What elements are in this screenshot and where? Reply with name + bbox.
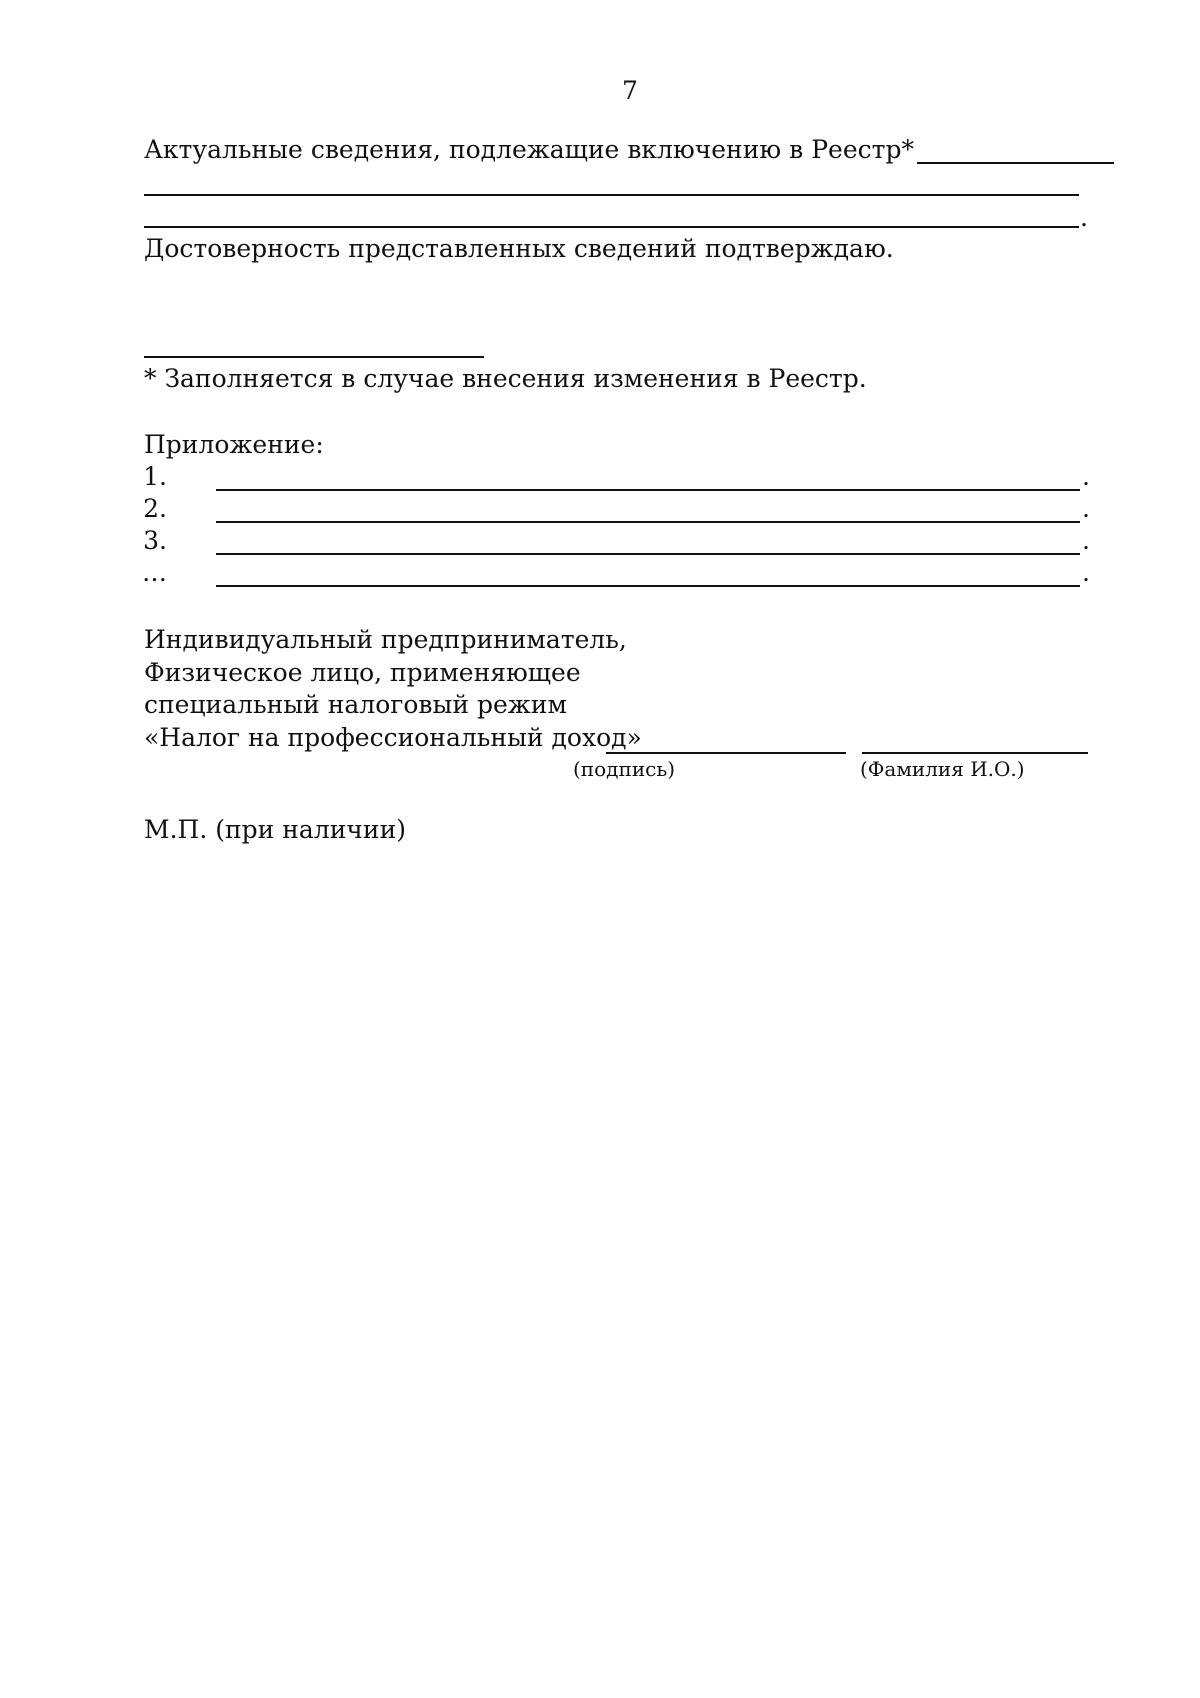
actual-info-word: Актуальные — [144, 135, 303, 164]
attachment-item-blank-line[interactable] — [216, 489, 1080, 491]
actual-info-end-period: . — [1080, 203, 1088, 232]
attachment-item-blank-line[interactable] — [216, 585, 1080, 587]
attachment-item-end-period: . — [1082, 462, 1090, 491]
attachment-item — [144, 525, 1094, 557]
confirmation-text: Достоверность представленных сведений подтверждаю. — [144, 234, 894, 263]
attachment-item-end-period: . — [1082, 494, 1090, 523]
attachment-item — [144, 493, 1094, 525]
footnote-text: * Заполняется в случае внесения изменения в Реестр. — [144, 364, 867, 393]
attachment-item — [144, 461, 1094, 493]
actual-info-word: в — [789, 135, 804, 164]
attachment-item — [144, 557, 1094, 589]
stamp-label: М.П. (при наличии) — [144, 815, 406, 844]
attachment-title: Приложение: — [144, 430, 324, 459]
attachment-item-blank-line[interactable] — [216, 553, 1080, 555]
full-name-field[interactable] — [862, 752, 1088, 754]
actual-info-word: включению — [627, 135, 782, 164]
attachment-item-number: 1. — [143, 462, 167, 491]
attachment-item-number: … — [142, 558, 167, 587]
attachment-item-end-period: . — [1082, 558, 1090, 587]
footnote-separator — [144, 356, 484, 358]
signer-block — [144, 624, 642, 754]
attachment-item-number: 3. — [143, 526, 167, 555]
signer-line: «Налог на профессиональный доход» — [144, 722, 642, 752]
page-number: 7 — [622, 76, 638, 105]
full-name-caption: (Фамилия И.О.) — [860, 757, 1025, 781]
actual-info-row — [144, 134, 1114, 166]
actual-info-word: сведения, — [310, 135, 441, 164]
actual-info-blank-line-3[interactable] — [144, 226, 1079, 228]
signer-line: специальный налоговый режим — [144, 690, 567, 719]
signature-caption: (подпись) — [573, 757, 676, 781]
actual-info-blank-line-2[interactable] — [144, 194, 1079, 196]
attachment-item-end-period: . — [1082, 526, 1090, 555]
signer-line: Физическое лицо, применяющее — [144, 657, 581, 687]
actual-info-word: Реестр* — [811, 135, 914, 164]
attachment-item-blank-line[interactable] — [216, 521, 1080, 523]
signature-field[interactable] — [606, 752, 846, 754]
actual-info-label — [144, 134, 914, 166]
attachment-item-number: 2. — [143, 494, 167, 523]
actual-info-word: подлежащие — [448, 135, 620, 164]
actual-info-blank-line[interactable] — [917, 162, 1114, 164]
signer-line: Индивидуальный предприниматель, — [144, 625, 627, 654]
